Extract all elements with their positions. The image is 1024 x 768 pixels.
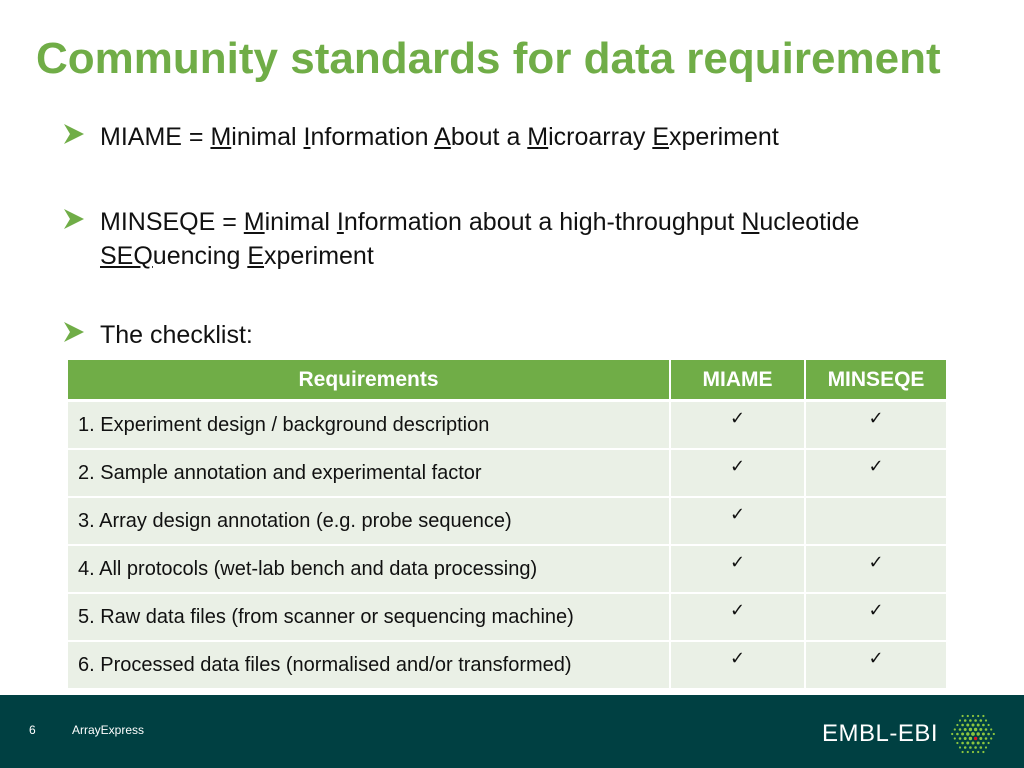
text-segment: bout a [450,123,528,151]
footer-bar [0,695,1024,768]
text-segment: icroarray [548,123,653,151]
logo-dot [956,724,958,726]
logo-dot [980,746,983,749]
logo-dot [988,724,990,726]
underlined-initial: A [434,123,451,151]
logo-dot [982,751,984,753]
logo-dot [956,733,959,736]
logo-dot [959,719,961,721]
checkmark-icon: ✓ [868,600,884,621]
logo-dot [974,728,977,731]
logo-dot [966,723,969,726]
embl-ebi-logo [822,711,997,757]
logo-dot [966,732,969,735]
requirement-cell: 3. Array design annotation (e.g. probe sequence) [68,497,670,545]
requirement-cell: 4. All protocols (wet-lab bench and data processing) [68,545,670,593]
logo-dot [990,737,992,739]
requirement-cell: 5. Raw data files (from scanner or sequencing machine) [68,593,670,641]
logo-dot [961,733,964,736]
logo-dot [967,715,969,717]
miame-cell [670,593,805,641]
logo-dot [977,715,979,717]
logo-dot [972,751,974,753]
logo-dot [954,728,956,730]
logo-dot [974,719,977,722]
minseqe-cell [805,593,946,641]
text-segment: ucleotide [759,208,860,236]
page-number: 6 [29,723,36,737]
logo-dot [951,733,953,735]
miame-cell [670,401,805,450]
text-segment: inimal [231,123,304,151]
requirement-cell: 6. Processed data files (normalised and/or transformed) [68,641,670,689]
logo-dot [985,737,988,740]
logo-dot [985,728,988,731]
text-segment: xperiment [264,242,374,270]
logo-dot [979,728,982,731]
logo-dot [959,728,962,731]
checkmark-icon: ✓ [729,456,746,477]
checkmark-icon: ✓ [729,504,746,525]
logo-dot [979,737,982,740]
logo-dot [982,715,984,717]
footer-label: ArrayExpress [72,723,145,737]
miame-cell [670,545,805,593]
minseqe-cell [805,449,946,497]
logo-dot [966,742,969,745]
logo-dot [969,728,972,731]
miame-cell [670,449,805,497]
logo-dot [954,737,956,739]
text-segment: nformation about a high-throughput [343,208,742,236]
logo-dot [985,719,987,721]
logo-dot [972,723,975,726]
minseqe-cell [805,641,946,689]
text-segment: xperiment [669,123,779,151]
minseqe-cell [805,401,946,450]
checkmark-icon: ✓ [729,648,746,669]
requirement-cell: 2. Sample annotation and experimental factor [68,449,670,497]
logo-dot [959,737,962,740]
header-minseqe: MINSEQE [805,360,946,401]
underlined-initial: SEQ [100,242,153,270]
logo-dot [964,728,967,731]
logo-dot [974,737,977,740]
header-requirements: Requirements [68,360,670,401]
table-body [68,401,946,690]
underlined-initial: I [336,208,344,236]
embl-ebi-hexagon-dots-icon [950,711,996,757]
checkmark-icon: ✓ [868,552,884,573]
text-segment: The checklist: [100,321,253,349]
logo-dot [962,715,964,717]
logo-dot [964,737,967,740]
underlined-initial: M [210,123,232,151]
logo-dot [990,728,992,730]
logo-dot [956,742,958,744]
minseqe-cell [805,497,946,545]
logo-dot [972,715,974,717]
table-header-row [68,360,946,401]
underlined-initial: M [527,123,549,151]
logo-dot [977,732,980,735]
underlined-initial: M [243,208,265,236]
underlined-initial: E [247,242,265,270]
logo-dot [962,751,964,753]
logo-dot [961,742,964,745]
table-row [68,545,946,593]
arrowhead-bullet-icon [62,122,86,146]
text-segment: MINSEQE = [100,208,244,236]
text-segment: nformation [310,123,435,151]
logo-dot [969,719,972,722]
checklist-table [68,360,946,690]
table-row [68,401,946,450]
bullet-text [100,205,980,273]
underlined-initial: I [303,123,311,151]
logo-dot [993,733,995,735]
slide-title: Community standards for data requirement [36,34,941,83]
header-miame: MIAME [670,360,805,401]
table-row [68,593,946,641]
logo-dot [969,737,972,740]
logo-dot [988,742,990,744]
logo-dot [969,746,972,749]
table-row [68,641,946,689]
arrowhead-bullet-icon [62,320,86,344]
logo-dot [982,724,985,727]
logo-dot [987,733,990,736]
text-segment: uencing [152,242,248,270]
miame-cell [670,641,805,689]
logo-dot [982,742,985,745]
checkmark-icon: ✓ [729,408,746,429]
checkmark-icon: ✓ [729,600,746,621]
checkmark-icon: ✓ [868,648,884,669]
arrowhead-bullet-icon [62,207,86,231]
logo-dot [971,732,975,736]
text-segment: inimal [264,208,337,236]
miame-cell [670,497,805,545]
logo-dot [972,742,975,745]
table-row [68,497,946,545]
table-row [68,449,946,497]
logo-dot [959,746,961,748]
logo-text: EMBL-EBI [822,720,939,747]
logo-dot [961,724,964,727]
logo-dot [964,719,967,722]
checkmark-icon: ✓ [868,456,884,477]
logo-dot [980,719,983,722]
logo-dot [977,742,980,745]
checkmark-icon: ✓ [729,552,746,573]
bullet-text [100,120,980,154]
logo-dot [964,746,967,749]
logo-dot [982,733,985,736]
underlined-initial: N [741,208,760,236]
minseqe-cell [805,545,946,593]
logo-dot [977,723,980,726]
logo-dot [967,751,969,753]
bullet-text [100,318,980,352]
text-segment: MIAME = [100,123,211,151]
requirement-cell: 1. Experiment design / background description [68,401,670,450]
checkmark-icon: ✓ [868,408,884,429]
underlined-initial: E [652,123,669,151]
logo-dot [974,746,977,749]
logo-dot [985,746,987,748]
logo-dot [977,751,979,753]
